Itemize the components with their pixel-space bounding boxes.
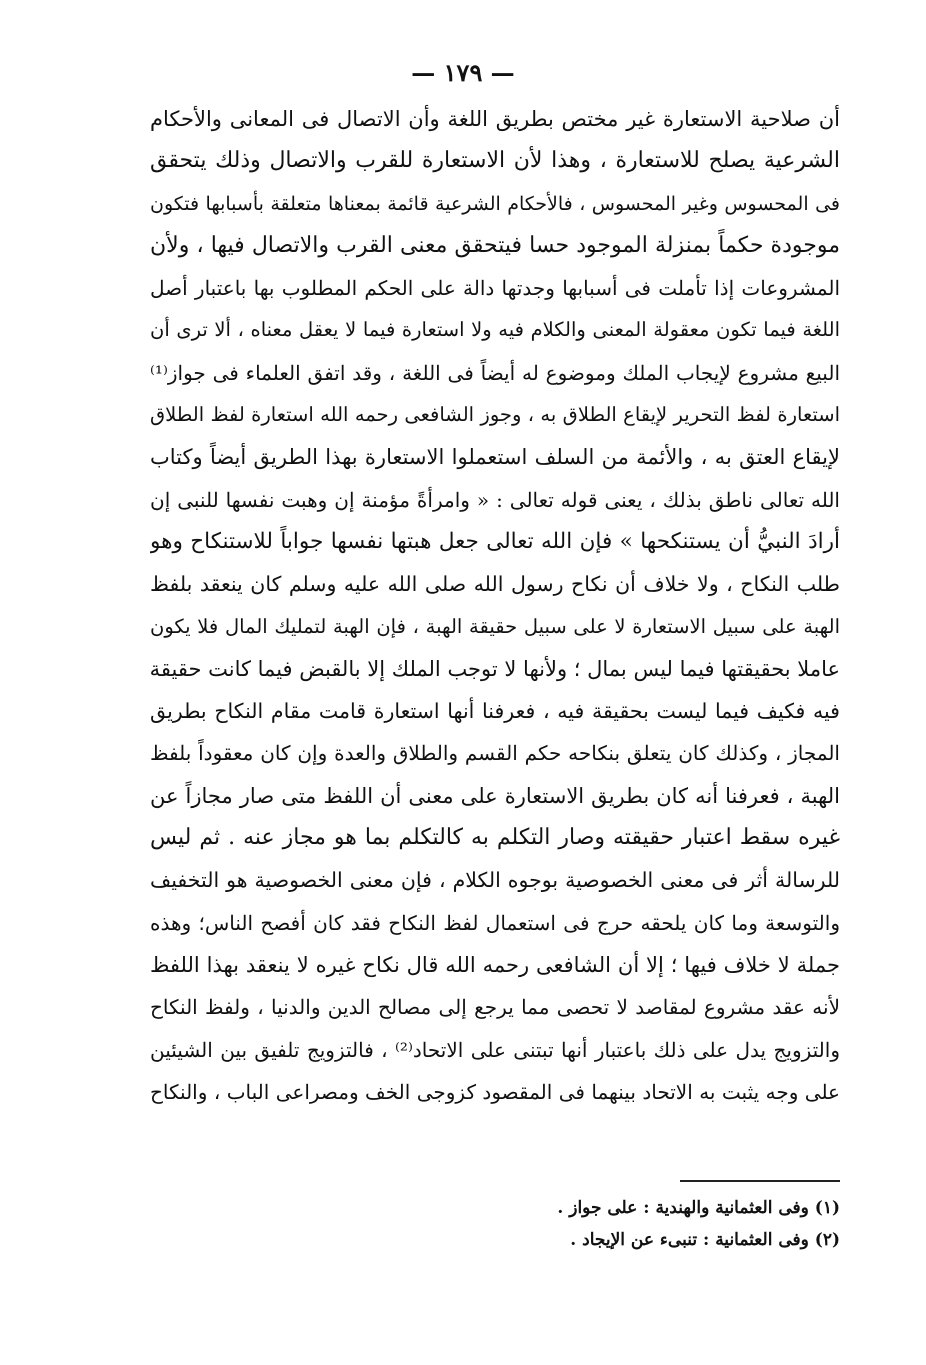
- text-line: غيره سقط اعتبار حقيقته وصار التكلم به كالتكلم بما هو مجاز عنه . ثم ليس: [150, 825, 840, 851]
- text-line: اللغة فيما تكون معقولة المعنى والكلام فيه ولا استعارة فيما لا يعقل معناه ، ألا ترى أن: [150, 318, 840, 342]
- text-line: البيع مشروع لإيجاب الملك وموضوع له أيضاً فى اللغة ، وقد اتفق العلماء فى جواز⁽¹⁾: [150, 360, 840, 385]
- text-line: جملة لا خلاف فيها ؛ إلا أن الشافعى رحمه الله قال نكاح غيره لا ينعقد بهذا اللفظ: [150, 952, 840, 977]
- footnote-divider: [680, 1180, 840, 1182]
- text-line: موجودة حكماً بمنزلة الموجود حسا فيتحقق معنى القرب والاتصال فيها ، ولأن: [150, 232, 840, 258]
- text-line: استعارة لفظ التحرير لإيقاع الطلاق به ، وجوز الشافعى رحمه الله استعارة لفظ الطلاق: [150, 403, 840, 427]
- text-line: الهبة ، فعرفنا أنه كان بطريق الاستعارة على معنى أن اللفظ متى صار مجازاً عن: [150, 783, 840, 808]
- footnotes: [400, 1192, 840, 1256]
- text-line: الهبة على سبيل الاستعارة لا على سبيل حقيقة الهبة ، فإن الهبة لتمليك المال فلا يكون: [150, 614, 840, 638]
- main-text-body: [150, 98, 840, 1113]
- text-line: عاملا بحقيقتها فيما ليس بمال ؛ ولأنها لا توجب الملك إلا بالقبض فيما كانت حقيقة: [150, 656, 840, 681]
- text-line: المشروعات إذا تأملت فى أسبابها وجدتها دالة على الحكم المطلوب بها باعتبار أصل: [150, 276, 840, 301]
- text-line: طلب النكاح ، ولا خلاف أن نكاح رسول الله صلى الله عليه وسلم كان ينعقد بلفظ: [150, 572, 840, 597]
- page-number: — ١٧٩ —: [411, 58, 515, 87]
- text-line: على وجه يثبت به الاتحاد بينهما فى المقصود كزوجى الخف ومصراعى الباب ، والنكاح: [150, 1079, 840, 1104]
- text-line: لأنه عقد مشروع لمقاصد لا تحصى مما يرجع إلى مصالح الدين والدنيا ، ولفظ النكاح: [150, 995, 840, 1020]
- text-line: للرسالة أثر فى معنى الخصوصية بوجوه الكلام ، فإن معنى الخصوصية هو التخفيف: [150, 868, 840, 893]
- text-line: أرادَ النبيُّ أن يستنكحها » فإن الله تعالى جعل هبتها نفسها جواباً للاستنكاح وهو: [150, 528, 840, 554]
- text-line: والتوسعة وما كان يلحقه حرج فى استعمال لفظ النكاح فقد كان أفصح الناس؛ وهذه: [150, 910, 840, 935]
- text-line: الشرعية يصلح للاستعارة ، وهذا لأن الاستعارة للقرب والاتصال وذلك يتحقق: [150, 148, 840, 174]
- text-line: لإيقاع العتق به ، والأئمة من السلف استعملوا الاستعارة بهذا الطريق أيضاً وكتاب: [150, 445, 840, 470]
- text-line: فى المحسوس وغير المحسوس ، فالأحكام الشرعية قائمة بمعناها متعلقة بأسبابها فتكون: [150, 192, 840, 215]
- footnote-1: (١) وفى العثمانية والهندية : على جواز .: [557, 1198, 840, 1218]
- text-line: أن صلاحية الاستعارة غير مختص بطريق اللغة وأن الاتصال فى المعانى والأحكام: [150, 107, 840, 131]
- text-line: فيه فكيف فيما ليست بحقيقة فيه ، فعرفنا أنها استعارة قامت مقام النكاح بطريق: [150, 699, 840, 724]
- text-line: الله تعالى ناطق بذلك ، يعنى قوله تعالى : « وامرأةً مؤمنة إن وهبت نفسها للنبى إن: [150, 487, 840, 512]
- text-line: والتزويج يدل على ذلك باعتبار أنها تبتنى على الاتحاد⁽²⁾ ، فالتزويج تلفيق بين الشيئين: [150, 1037, 840, 1062]
- footnote-2: (٢) وفى العثمانية : تنبىء عن الإيجاد .: [570, 1230, 840, 1250]
- text-line: المجاز ، وكذلك كان يتعلق بنكاحه حكم القسم والطلاق والعدة وإن كان معقوداً بلفظ: [150, 741, 840, 766]
